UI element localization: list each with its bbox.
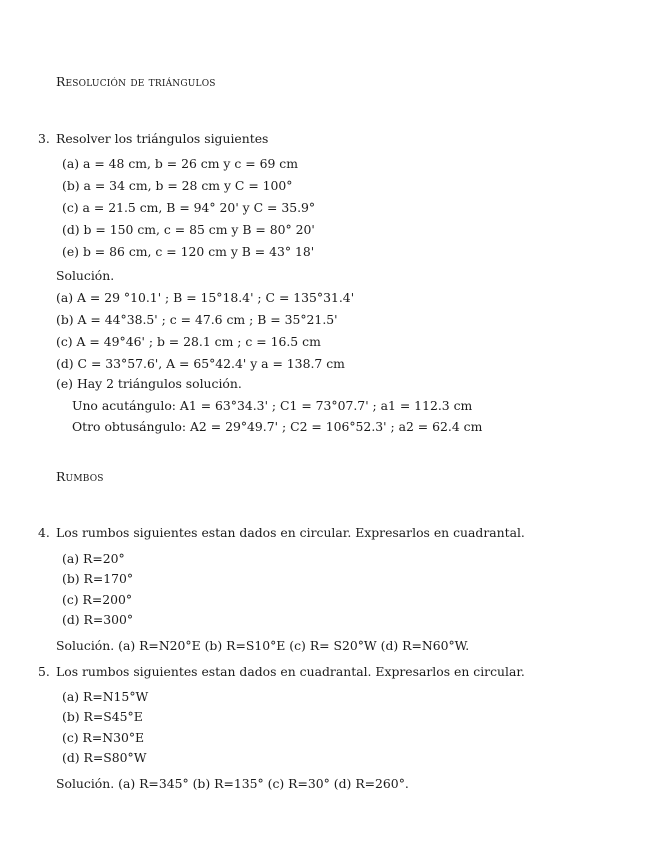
- problem-5-title: Los rumbos siguientes estan dados en cuadrantal. Expresarlos en circular.: [56, 664, 525, 679]
- problem-5-item-b: (b) R=S45°E: [62, 709, 143, 724]
- problem-3-solution-e-acute: Uno acutángulo: A1 = 63°34.3' ; C1 = 73°07.7' ; a1 = 112.3 cm: [72, 398, 473, 413]
- problem-3-solution-label: Solución.: [56, 268, 115, 283]
- problem-3-solution-e-obtuse: Otro obtusángulo: A2 = 29°49.7' ; C2 = 106°52.3' ; a2 = 62.4 cm: [72, 419, 483, 434]
- problem-5-item-d: (d) R=S80°W: [62, 750, 147, 765]
- problem-4-solution: Solución. (a) R=N20°E (b) R=S10°E (c) R= S20°W (d) R=N60°W.: [56, 638, 470, 653]
- problem-3-solution-a: (a) A = 29 °10.1' ; B = 15°18.4' ; C = 135°31.4': [56, 290, 355, 305]
- problem-3-number: 3.: [38, 131, 50, 146]
- problem-4-item-b: (b) R=170°: [62, 571, 134, 586]
- problem-3-solution-d: (d) C = 33°57.6', A = 65°42.4' y a = 138.7 cm: [56, 356, 345, 371]
- section-heading-rumbos: Rumbos: [56, 469, 104, 484]
- problem-4-title: Los rumbos siguientes estan dados en circular. Expresarlos en cuadrantal.: [56, 525, 525, 540]
- section-heading-triangles: Resolución de triángulos: [56, 74, 216, 89]
- problem-4-number: 4.: [38, 525, 50, 540]
- problem-3-item-a: (a) a = 48 cm, b = 26 cm y c = 69 cm: [62, 156, 298, 171]
- problem-5-item-a: (a) R=N15°W: [62, 689, 149, 704]
- problem-4-item-d: (d) R=300°: [62, 612, 134, 627]
- problem-3-solution-b: (b) A = 44°38.5' ; c = 47.6 cm ; B = 35°21.5': [56, 312, 338, 327]
- problem-4-item-c: (c) R=200°: [62, 592, 133, 607]
- problem-4-item-a: (a) R=20°: [62, 551, 125, 566]
- problem-3-item-c: (c) a = 21.5 cm, B = 94° 20' y C = 35.9°: [62, 200, 316, 215]
- problem-3-solution-e: (e) Hay 2 triángulos solución.: [56, 376, 242, 391]
- problem-3-title: Resolver los triángulos siguientes: [56, 131, 269, 146]
- problem-5-number: 5.: [38, 664, 50, 679]
- problem-3-solution-c: (c) A = 49°46' ; b = 28.1 cm ; c = 16.5 cm: [56, 334, 321, 349]
- problem-3-item-d: (d) b = 150 cm, c = 85 cm y B = 80° 20': [62, 222, 315, 237]
- problem-5-solution: Solución. (a) R=345° (b) R=135° (c) R=30° (d) R=260°.: [56, 776, 409, 791]
- problem-5-item-c: (c) R=N30°E: [62, 730, 145, 745]
- problem-3-item-e: (e) b = 86 cm, c = 120 cm y B = 43° 18': [62, 244, 315, 259]
- problem-3-item-b: (b) a = 34 cm, b = 28 cm y C = 100°: [62, 178, 293, 193]
